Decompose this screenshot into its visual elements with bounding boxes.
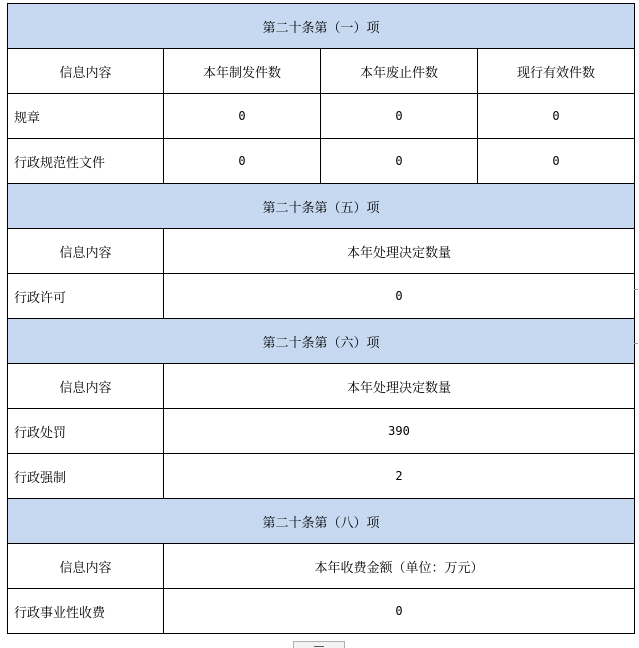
table-row <box>8 274 635 319</box>
section-title: 第二十条第（六）项 <box>8 319 635 364</box>
column-header-info-content: 信息内容 <box>8 229 164 274</box>
cell-value: 0 <box>164 139 321 184</box>
cell-value: 2 <box>164 454 635 499</box>
section-header-row <box>8 184 635 229</box>
table-row <box>8 589 635 634</box>
row-label: 行政规范性文件 <box>8 139 164 184</box>
section-header-row <box>8 319 635 364</box>
row-label: 行政强制 <box>8 454 164 499</box>
column-header-info-content: 信息内容 <box>8 49 164 94</box>
column-header-decisions: 本年处理决定数量 <box>164 229 635 274</box>
table-row <box>8 454 635 499</box>
handle-grip-icon <box>314 646 324 647</box>
cell-value: 0 <box>164 94 321 139</box>
table-row <box>8 139 635 184</box>
info-disclosure-table <box>7 3 635 634</box>
row-label: 行政许可 <box>8 274 164 319</box>
edge-mark <box>634 343 638 344</box>
cell-value: 0 <box>164 589 635 634</box>
table-row <box>8 94 635 139</box>
cell-value: 0 <box>164 274 635 319</box>
section-title: 第二十条第（一）项 <box>8 4 635 49</box>
row-label: 行政事业性收费 <box>8 589 164 634</box>
cell-value: 0 <box>321 139 478 184</box>
column-header-info-content: 信息内容 <box>8 544 164 589</box>
edge-mark <box>634 289 638 290</box>
column-header-repealed: 本年废止件数 <box>321 49 478 94</box>
table-resize-handle[interactable] <box>293 641 345 648</box>
section-header-row <box>8 499 635 544</box>
cell-value: 0 <box>478 139 635 184</box>
column-header-in-force: 现行有效件数 <box>478 49 635 94</box>
row-label: 规章 <box>8 94 164 139</box>
cell-value: 0 <box>321 94 478 139</box>
column-header-decisions: 本年处理决定数量 <box>164 364 635 409</box>
section-title: 第二十条第（八）项 <box>8 499 635 544</box>
column-header-row <box>8 49 635 94</box>
column-header-fee-amount: 本年收费金额（单位：万元） <box>164 544 635 589</box>
column-header-info-content: 信息内容 <box>8 364 164 409</box>
column-header-row <box>8 544 635 589</box>
row-label: 行政处罚 <box>8 409 164 454</box>
cell-value: 390 <box>164 409 635 454</box>
column-header-issued: 本年制发件数 <box>164 49 321 94</box>
section-header-row <box>8 4 635 49</box>
column-header-row <box>8 229 635 274</box>
cell-value: 0 <box>478 94 635 139</box>
column-header-row <box>8 364 635 409</box>
section-title: 第二十条第（五）项 <box>8 184 635 229</box>
table-row <box>8 409 635 454</box>
